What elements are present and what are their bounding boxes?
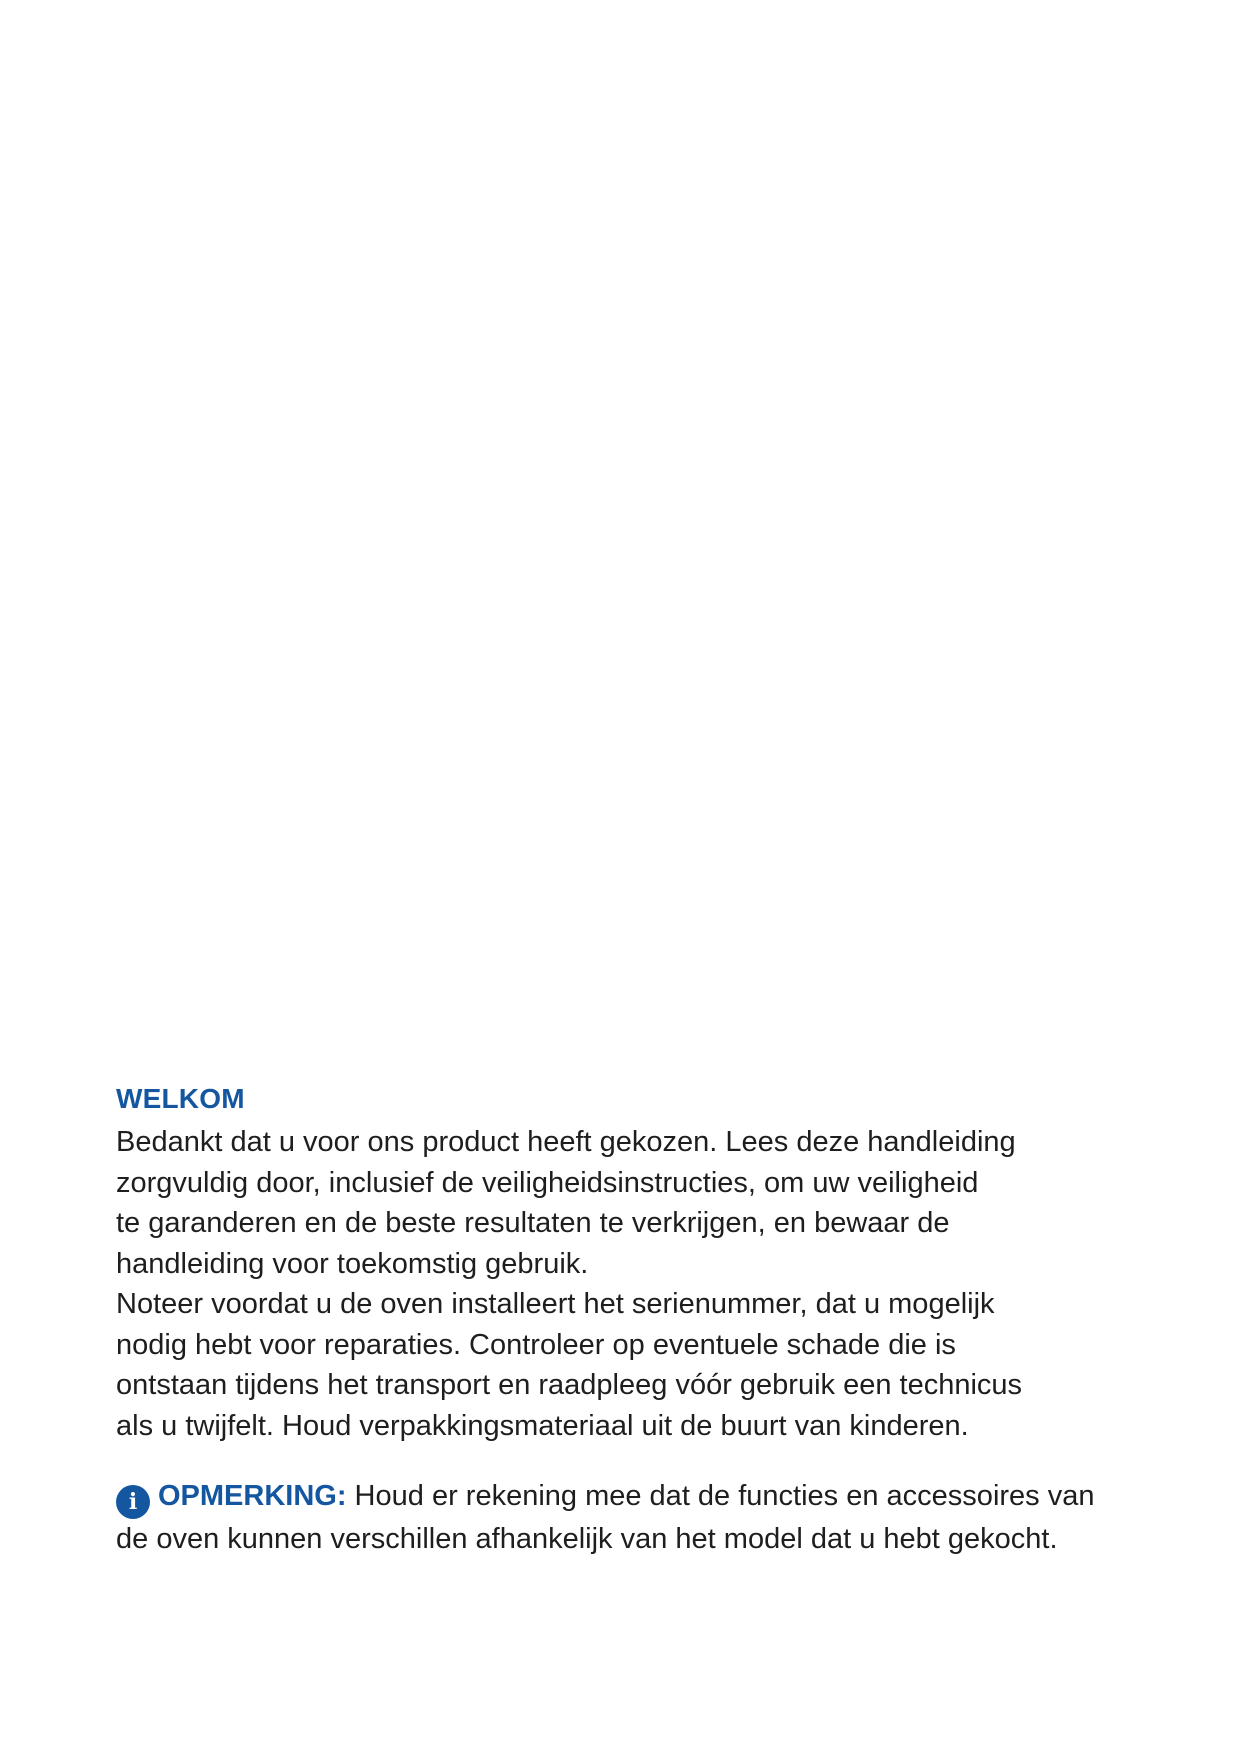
note-label: OPMERKING:	[158, 1480, 347, 1512]
paragraph-line: zorgvuldig door, inclusief de veiligheidsinstructies, om uw veiligheid	[116, 1166, 979, 1199]
paragraph-line: Noteer voordat u de oven installeert het serienummer, dat u mogelijk	[116, 1288, 995, 1320]
note-block	[116, 1476, 1136, 1560]
note-line: de oven kunnen verschillen afhankelijk van het model dat u hebt gekocht.	[116, 1523, 1058, 1555]
note-text: Houd er rekening mee dat de functies en accessoires van	[346, 1480, 1095, 1512]
paragraph-line: ontstaan tijdens het transport en raadpleeg vóór gebruik een technicus	[116, 1369, 1023, 1401]
installation-paragraph	[116, 1284, 1136, 1446]
note-line	[116, 1476, 1136, 1519]
paragraph-line: nodig hebt voor reparaties. Controleer op eventuele schade die is	[116, 1328, 956, 1361]
welcome-section	[116, 1082, 1136, 1560]
paragraph-line: handleiding voor toekomstig gebruik.	[116, 1247, 589, 1280]
paragraph-line: te garanderen en de beste resultaten te verkrijgen, en bewaar de	[116, 1207, 950, 1239]
paragraph-line: als u twijfelt. Houd verpakkingsmateriaal uit de buurt van kinderen.	[116, 1409, 969, 1442]
section-heading: WELKOM	[116, 1083, 245, 1114]
paragraph-line: Bedankt dat u voor ons product heeft gekozen. Lees deze handleiding	[116, 1126, 1016, 1158]
intro-paragraph	[116, 1122, 1136, 1284]
info-icon: i	[116, 1485, 150, 1519]
